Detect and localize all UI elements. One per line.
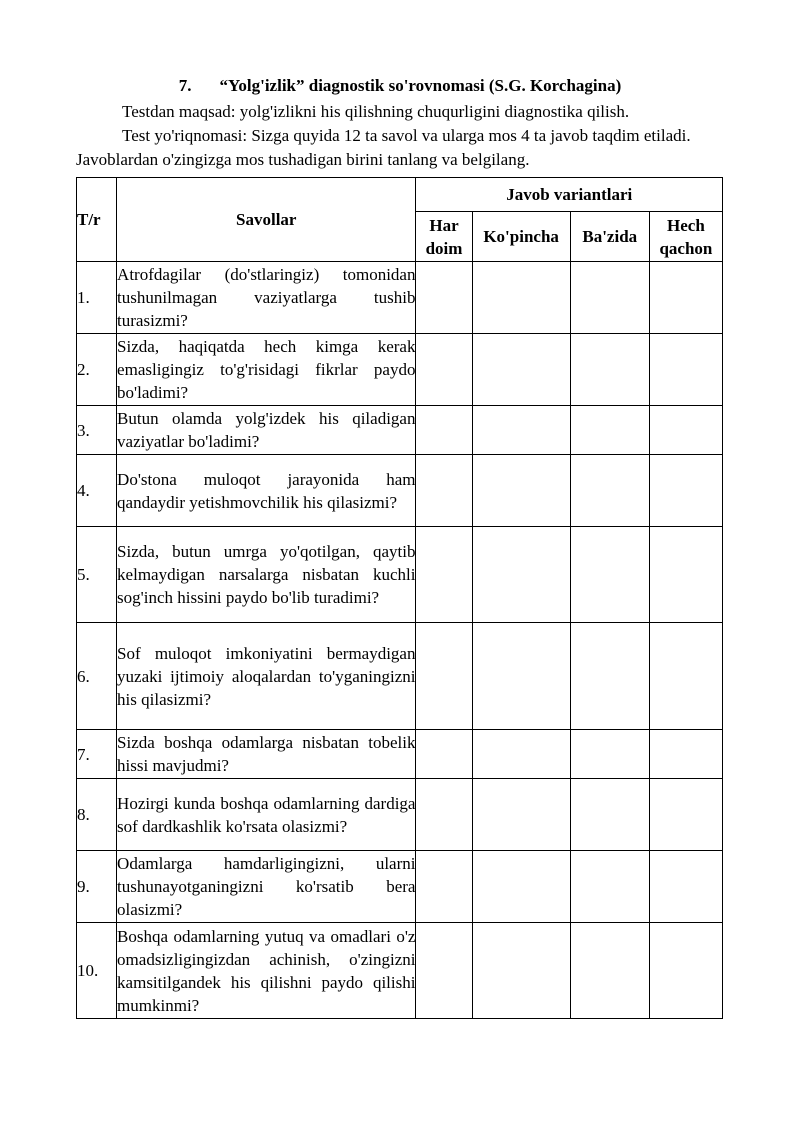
answer-cell-never[interactable] — [649, 623, 722, 730]
table-row — [77, 334, 723, 406]
answer-cell-often[interactable] — [472, 730, 570, 779]
row-number: 3. — [77, 406, 117, 455]
row-number: 8. — [77, 779, 117, 851]
answer-cell-often[interactable] — [472, 262, 570, 334]
answer-cell-never[interactable] — [649, 455, 722, 527]
row-number: 7. — [77, 730, 117, 779]
answer-cell-always[interactable] — [416, 779, 472, 851]
header-answer-variants: Javob variantlari — [416, 178, 723, 212]
header-option-often: Ko'pincha — [472, 212, 570, 262]
answer-cell-sometimes[interactable] — [570, 923, 649, 1019]
instruction-text-line2: Javoblardan o'zingizga mos tushadigan birini tanlang va belgilang. — [76, 150, 530, 169]
table-row — [77, 455, 723, 527]
answer-cell-sometimes[interactable] — [570, 406, 649, 455]
instruction-text-line1: Test yo'riqnomasi: Sizga quyida 12 ta savol va ularga mos 4 ta javob taqdim etiladi. — [122, 126, 691, 145]
table-row — [77, 527, 723, 623]
answer-cell-always[interactable] — [416, 406, 472, 455]
answer-cell-always[interactable] — [416, 262, 472, 334]
header-questions: Savollar — [117, 178, 416, 262]
question-text: Do'stona muloqot jarayonida ham qandaydir yetishmovchilik his qilasizmi? — [117, 455, 416, 527]
answer-cell-always[interactable] — [416, 455, 472, 527]
question-text: Atrofdagilar (do'stlaringiz) tomonidan tushunilmagan vaziyatlarga tushib turasizmi? — [117, 262, 416, 334]
answer-cell-never[interactable] — [649, 779, 722, 851]
answer-cell-sometimes[interactable] — [570, 262, 649, 334]
header-option-sometimes: Ba'zida — [570, 212, 649, 262]
answer-cell-always[interactable] — [416, 730, 472, 779]
table-row — [77, 923, 723, 1019]
table-row — [77, 851, 723, 923]
answer-cell-never[interactable] — [649, 406, 722, 455]
answer-cell-never[interactable] — [649, 527, 722, 623]
row-number: 10. — [77, 923, 117, 1019]
question-text: Sizda boshqa odamlarga nisbatan tobelik hissi mavjudmi? — [117, 730, 416, 779]
answer-cell-often[interactable] — [472, 923, 570, 1019]
answer-cell-always[interactable] — [416, 623, 472, 730]
answer-cell-often[interactable] — [472, 455, 570, 527]
answer-cell-sometimes[interactable] — [570, 851, 649, 923]
answer-cell-never[interactable] — [649, 923, 722, 1019]
answer-cell-always[interactable] — [416, 334, 472, 406]
answer-cell-always[interactable] — [416, 851, 472, 923]
answer-cell-sometimes[interactable] — [570, 334, 649, 406]
answer-cell-sometimes[interactable] — [570, 730, 649, 779]
question-text: Butun olamda yolg'izdek his qiladigan vaziyatlar bo'ladimi? — [117, 406, 416, 455]
table-row — [77, 779, 723, 851]
answer-cell-always[interactable] — [416, 923, 472, 1019]
section-number: 7. — [178, 76, 192, 95]
section-heading — [0, 75, 800, 97]
header-number: T/r — [77, 178, 117, 262]
row-number: 5. — [77, 527, 117, 623]
row-number: 9. — [77, 851, 117, 923]
table-row — [77, 406, 723, 455]
answer-cell-often[interactable] — [472, 406, 570, 455]
row-number: 4. — [77, 455, 117, 527]
row-number: 6. — [77, 623, 117, 730]
table-row — [77, 623, 723, 730]
question-text: Sof muloqot imkoniyatini bermaydigan yuzaki ijtimoiy aloqalardan to'yganingizni his qilasizmi? — [117, 623, 416, 730]
header-option-never: Hech qachon — [649, 212, 722, 262]
answer-cell-always[interactable] — [416, 527, 472, 623]
answer-cell-sometimes[interactable] — [570, 527, 649, 623]
answer-cell-often[interactable] — [472, 851, 570, 923]
purpose-text: Testdan maqsad: yolg'izlikni his qilishning chuqurligini diagnostika qilish. — [122, 102, 630, 121]
answer-cell-sometimes[interactable] — [570, 779, 649, 851]
answer-cell-often[interactable] — [472, 334, 570, 406]
answer-cell-often[interactable] — [472, 779, 570, 851]
answer-cell-never[interactable] — [649, 730, 722, 779]
answer-cell-sometimes[interactable] — [570, 623, 649, 730]
table-row — [77, 262, 723, 334]
question-text: Hozirgi kunda boshqa odamlarning dardiga sof dardkashlik ko'rsata olasizmi? — [117, 779, 416, 851]
answer-cell-never[interactable] — [649, 334, 722, 406]
table-row — [77, 730, 723, 779]
survey-table — [76, 177, 723, 1019]
question-text: Sizda, butun umrga yo'qotilgan, qaytib kelmaydigan narsalarga nisbatan kuchli sog'inch hissini paydo bo'lib turadimi? — [117, 527, 416, 623]
section-title: “Yolg'izlik” diagnostik so'rovnomasi (S.G. Korchagina) — [219, 76, 622, 95]
question-text: Boshqa odamlarning yutuq va omadlari o'z omadsizligingizdan achinish, o'zingizni kamsitilgandek his qilishni paydo qilishi mumkinmi? — [117, 923, 416, 1019]
answer-cell-never[interactable] — [649, 851, 722, 923]
answer-cell-often[interactable] — [472, 623, 570, 730]
row-number: 1. — [77, 262, 117, 334]
answer-cell-never[interactable] — [649, 262, 722, 334]
header-option-always: Har doim — [416, 212, 472, 262]
answer-cell-often[interactable] — [472, 527, 570, 623]
question-text: Sizda, haqiqatda hech kimga kerak emasligingiz to'g'risidagi fikrlar paydo bo'ladimi? — [117, 334, 416, 406]
row-number: 2. — [77, 334, 117, 406]
answer-cell-sometimes[interactable] — [570, 455, 649, 527]
question-text: Odamlarga hamdarligingizni, ularni tushunayotganingizni ko'rsatib bera olasizmi? — [117, 851, 416, 923]
